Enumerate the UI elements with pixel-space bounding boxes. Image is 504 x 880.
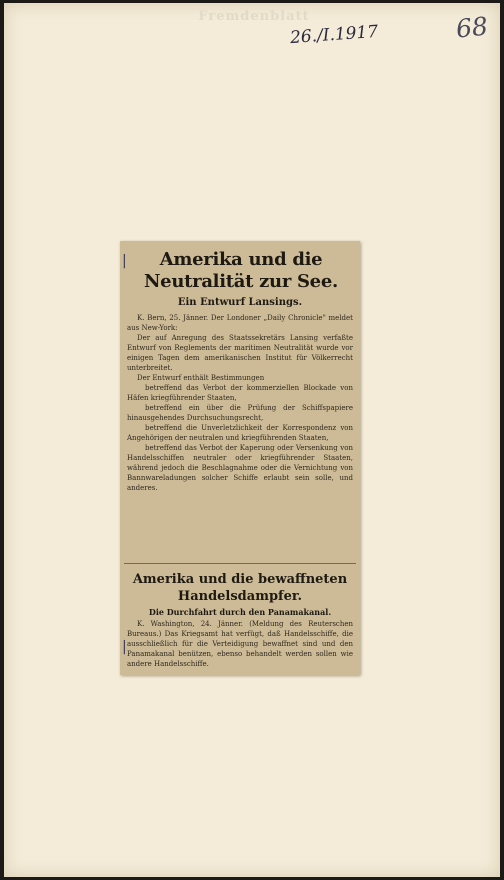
article1-paragraph: betreffend das Verbot der kommerziellen Blockade von Häfen kriegführender Staaten, <box>127 384 353 402</box>
newspaper-clipping <box>120 241 360 675</box>
article1-paragraph: Der Entwurf enthält Bestimmungen <box>137 374 265 382</box>
article1-subtitle: Ein Entwurf Lansings. <box>177 297 303 308</box>
newspaper-stamp: Fremdenblatt <box>198 9 310 24</box>
article1-paragraph: K. Bern, 25. Jänner. Der Londoner „Daily Chronicle" meldet aus New-York: <box>127 314 353 332</box>
article1-headline: Amerika und die Neutralität zur See. <box>144 249 338 292</box>
article1-body <box>127 313 353 493</box>
article1-paragraph: betreffend die Unverletzlichkeit der Korrespondenz von Angehörigen der neutralen und kriegführenden Staaten, <box>127 424 353 442</box>
handwritten-date: 26./I.1917 <box>289 21 379 49</box>
page-number: 68 <box>454 11 490 44</box>
article2-paragraph: K. Washington, 24. Jänner. (Meldung des Reuterschen Bureaus.) Das Kriegsamt hat verfügt, daß Handelsschiffe, die ausschließlich für die Verteidigung bewaffnet sind und den Panamakanal benützen, ebenso behandelt werden sollen wie andere Handelsschiffe. <box>127 620 353 668</box>
article2-subtitle: Die Durchfahrt durch den Panamakanal. <box>148 607 332 617</box>
article1-paragraph: betreffend das Verbot der Kaperung oder Versenkung von Handelsschiffen neutraler oder kriegführender Staaten, während jedoch die Beschlagnahme oder die Vernichtung von Bannwareladungen solcher Schiffe erlaubt sein solle, und anderes. <box>127 444 353 492</box>
pencil-margin-mark: | <box>122 253 127 269</box>
article2-headline: Amerika und die bewaffneten Handelsdampfer. <box>132 572 348 604</box>
pencil-margin-mark: | <box>122 639 127 655</box>
article1-paragraph: Der auf Anregung des Staatssekretärs Lansing verfaßte Entwurf von Reglements der maritimen Neutralität wurde vor einigen Tagen dem amerikanischen Institut für Völkerrecht unterbreitet. <box>127 334 353 372</box>
column-divider <box>124 563 356 564</box>
archive-sheet <box>4 3 500 877</box>
article2-body <box>127 619 353 669</box>
article1-paragraph: betreffend ein über die Prüfung der Schiffspapiere hinausgehendes Durchsuchungsrecht, <box>127 404 353 422</box>
